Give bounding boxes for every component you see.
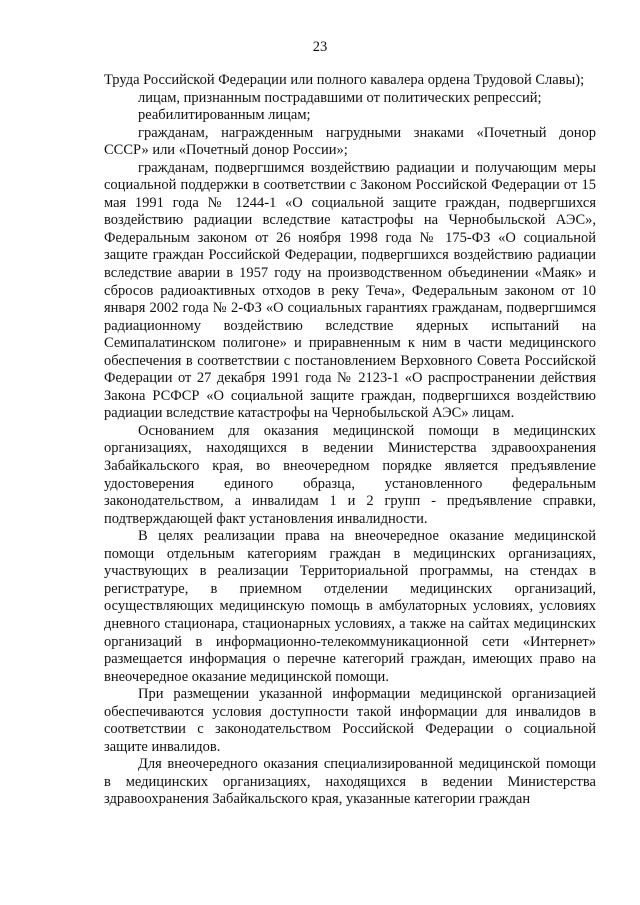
page-number: 23	[312, 39, 328, 55]
paragraph-specialized-care: Для внеочередного оказания специализированной медицинской помощи в медицинских организациях, находящихся в ведении Министерства здравоохранения Забайкальского края, указанные категории граждан	[104, 756, 596, 808]
paragraph-information: В целях реализации права на внеочередное оказание медицинской помощи отдельным категориям граждан в медицинских организациях, участвующих в реализации Территориальной программы, на стендах в регистратуре, в приемном отделении медицинских организаций, осуществляющих медицинскую помощь в амбулаторных условиях, условиях дневного стационара, стационарных условиях, а также на сайтах медицинских организаций в информационно-телекоммуникационной сети «Интернет» размещается информация о перечне категорий граждан, имеющих право на внеочередное оказание медицинской помощи.	[104, 528, 596, 685]
paragraph-donors: гражданам, награжденным нагрудными знаками «Почетный донор СССР» или «Почетный донор России»;	[104, 124, 596, 159]
paragraph-accessibility: При размещении указанной информации медицинской организацией обеспечиваются условия доступности такой информации для инвалидов в соответствии с законодательством Российской Федерации о социальной защите инвалидов.	[104, 686, 596, 755]
paragraph-basis: Основанием для оказания медицинской помощи в медицинских организациях, находящихся в ведении Министерства здравоохранения Забайкальского края, во внеочередном порядке является предъявление удостоверения единого образца, установленного федеральным законодательством, а инвалидам 1 и 2 групп - предъявление справки, подтверждающей факт установления инвалидности.	[104, 422, 596, 527]
paragraph-continuation: Труда Российской Федерации или полного кавалера ордена Трудовой Славы);	[104, 72, 585, 88]
document-body	[104, 72, 596, 809]
paragraph-radiation: гражданам, подвергшимся воздействию радиации и получающим меры социальной поддержки в соответствии с Законом Российской Федерации от 15 мая 1991 года № 1244-1 «О социальной защите граждан, подвергшихся воздействию радиации вследствие катастрофы на Чернобыльской АЭС», Федеральным законом от 26 ноября 1998 года № 175-ФЗ «О социальной защите граждан Российской Федерации, подвергшихся воздействию радиации вследствие аварии в 1957 году на производственном объединении «Маяк» и сбросов радиоактивных отходов в реку Теча», Федеральным законом от 10 января 2002 года № 2-ФЗ «О социальных гарантиях гражданам, подвергшимся радиационному воздействию вследствие ядерных испытаний на Семипалатинском полигоне» и приравненным к ним в части медицинского обеспечения в соответствии с постановлением Верховного Совета Российской Федерации от 27 декабря 1991 года № 2123-1 «О распространении действия Закона РСФСР «О социальной защите граждан, подвергшихся воздействию радиации вследствие катастрофы на Чернобыльской АЭС» лицам.	[104, 159, 596, 422]
paragraph-rehabilitated: реабилитированным лицам;	[138, 107, 311, 124]
paragraph-repressions: лицам, признанным пострадавшими от политических репрессий;	[138, 89, 542, 106]
